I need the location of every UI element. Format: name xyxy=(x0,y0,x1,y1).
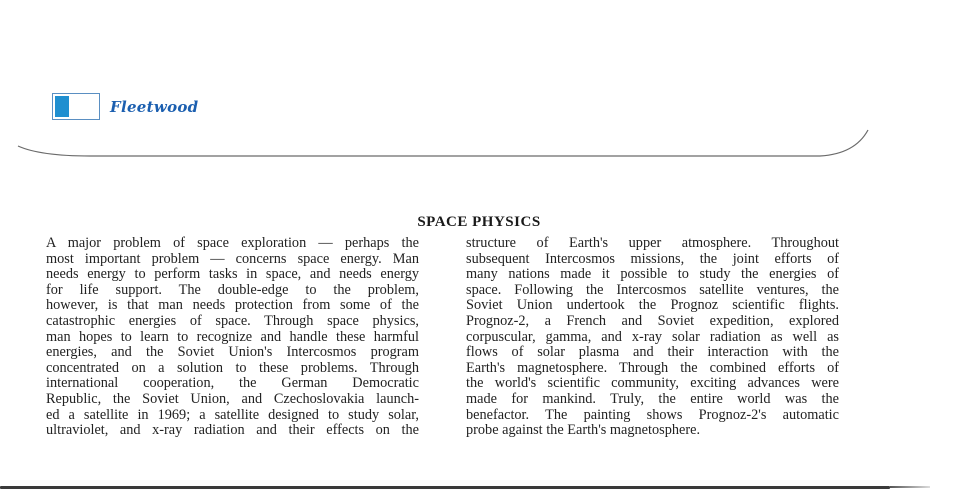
text-line: space. Following the Intercosmos satellite ventures, the xyxy=(466,281,839,298)
text-line: structure of Earth's upper atmosphere. Throughout xyxy=(466,235,839,251)
text-line: made for mankind. Truly, the entire world was the xyxy=(466,390,839,407)
text-line: needs energy to perform tasks in space, and needs energy xyxy=(46,266,419,283)
right-column xyxy=(466,236,839,439)
text-line: flows of solar plasma and their interaction with the xyxy=(466,344,839,361)
text-line: Earth's magnetosphere. Through the combined efforts of xyxy=(466,359,839,376)
text-line: Republic, the Soviet Union, and Czechoslovakia launch- xyxy=(46,390,419,407)
text-line: however, is that man needs protection from some of the xyxy=(46,297,419,314)
bottom-edge-fade xyxy=(890,486,930,488)
text-line: catastrophic energies of space. Through space physics, xyxy=(46,312,419,329)
text-line: probe against the Earth's magnetosphere. xyxy=(466,422,701,439)
text-line: ed a satellite in 1969; a satellite designed to study solar, xyxy=(46,406,419,423)
fleetwood-logo xyxy=(52,93,198,120)
text-line: ultraviolet, and x-ray radiation and their effects on the xyxy=(46,422,419,439)
text-line: for life support. The double-edge to the problem, xyxy=(46,281,419,298)
text-line: Soviet Union undertook the Prognoz scientific flights. xyxy=(466,297,839,314)
text-line: man hopes to learn to recognize and handle these harmful xyxy=(46,328,419,345)
text-line: A major problem of space exploration — perhaps the xyxy=(46,235,419,251)
text-line: international cooperation, the German Democratic xyxy=(46,375,419,392)
text-line: Prognoz-2, a French and Soviet expedition, explored xyxy=(466,312,839,329)
text-line: energies, and the Soviet Union's Intercosmos program xyxy=(46,344,419,361)
text-line: the world's scientific community, exciting advances were xyxy=(466,375,839,392)
text-line: concentrated on a solution to these problems. Through xyxy=(46,359,419,376)
logo-box-icon xyxy=(52,93,100,120)
bottom-edge-divider xyxy=(0,486,890,489)
text-line: subsequent Intercosmos missions, the joint efforts of xyxy=(466,250,839,267)
text-line: many nations made it possible to study the energies of xyxy=(466,266,839,283)
text-line: benefactor. The painting shows Prognoz-2's automatic xyxy=(466,406,839,423)
text-line: corpuscular, gamma, and x-ray solar radiation as well as xyxy=(466,328,839,345)
left-column xyxy=(46,236,419,439)
brand-name: Fleetwood xyxy=(110,97,199,116)
text-line: most important problem — concerns space energy. Man xyxy=(46,250,419,267)
page-title: SPACE PHYSICS xyxy=(417,214,541,230)
